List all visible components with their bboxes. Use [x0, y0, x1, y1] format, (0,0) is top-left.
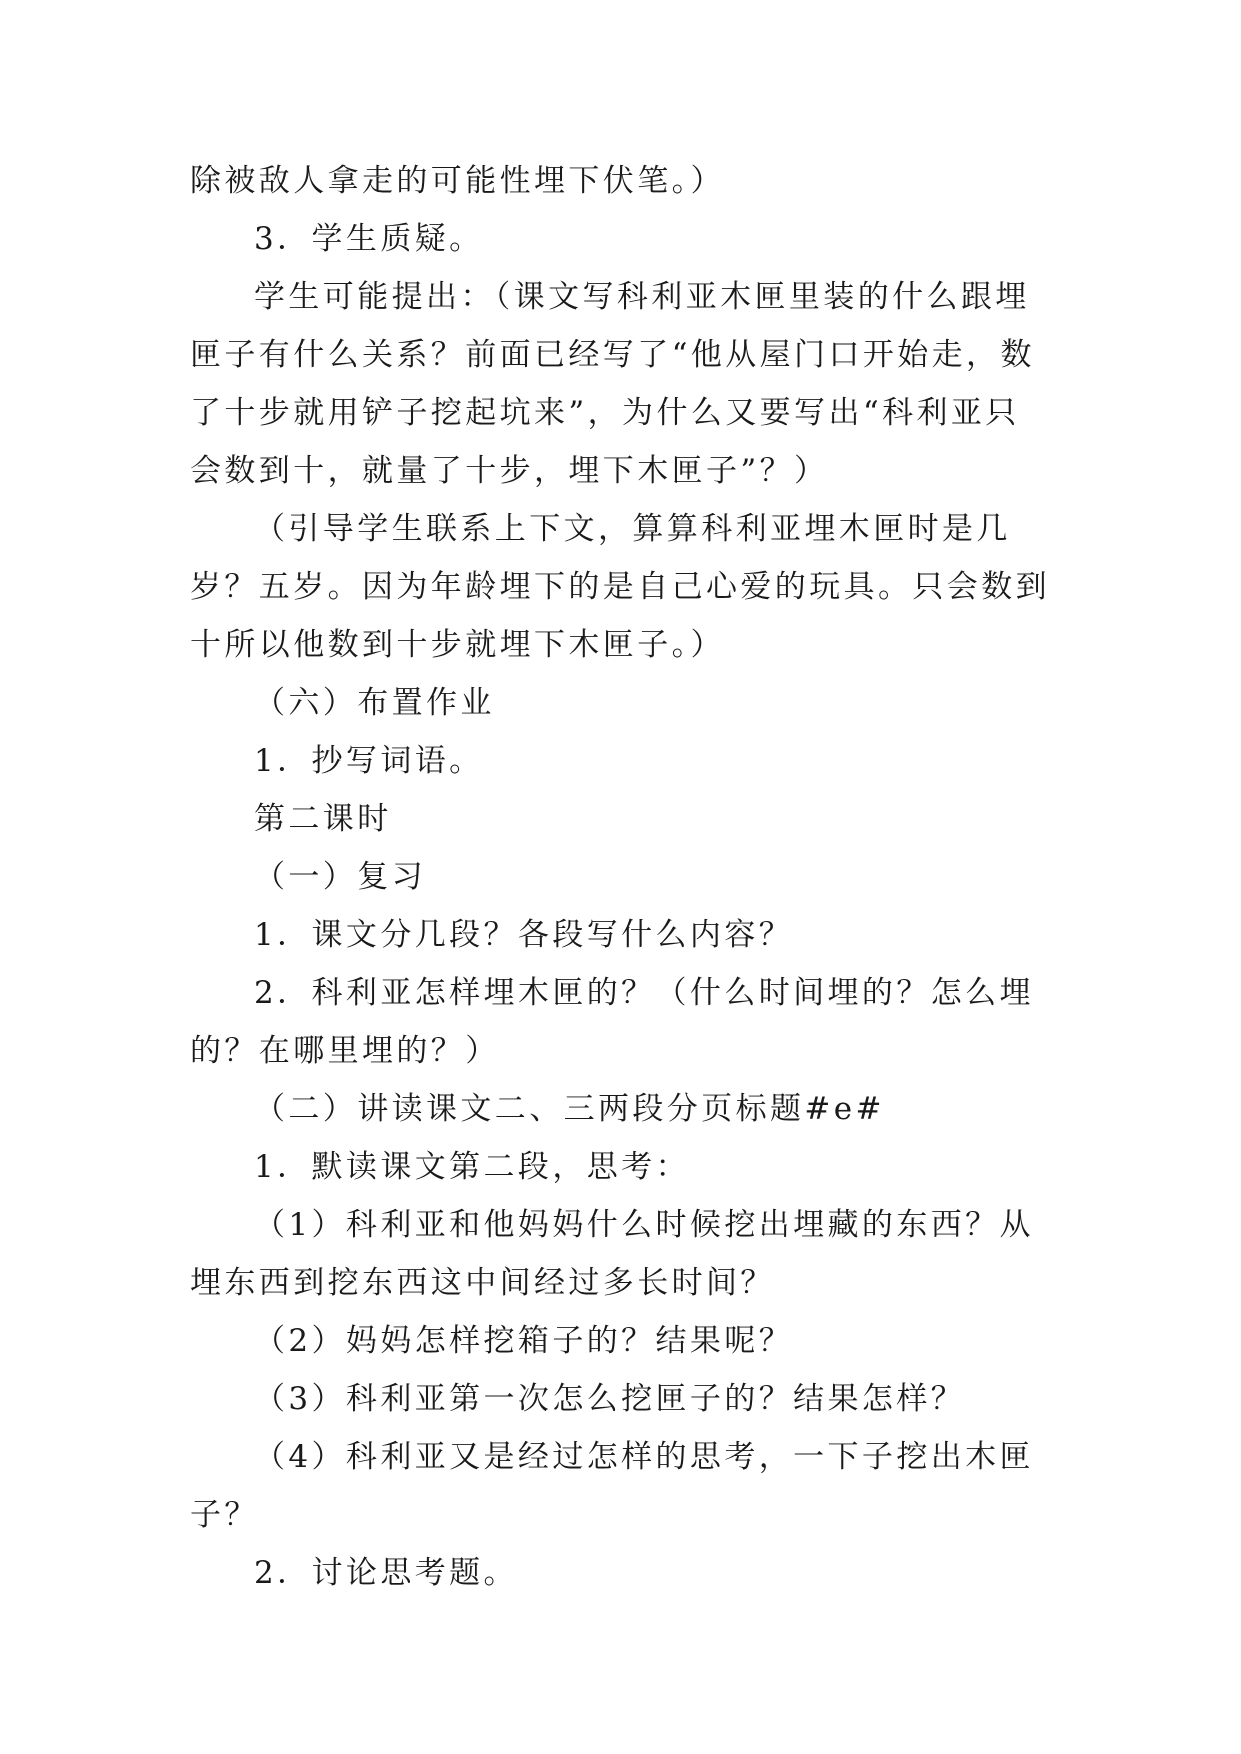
list-item-discussion: 2．讨论思考题。	[254, 1555, 518, 1591]
heading-review: （一）复习	[254, 859, 426, 895]
paragraph-continuation: 除被敌人拿走的可能性埋下伏笔。）	[190, 163, 725, 199]
list-item-review-1: 1．课文分几段？各段写什么内容？	[254, 917, 794, 953]
document-body	[190, 152, 1050, 1602]
list-item-copy-words: 1．抄写词语。	[254, 743, 484, 779]
heading-homework: （六）布置作业	[254, 685, 495, 721]
paragraph-student-questions: 3．学生质疑。	[254, 221, 484, 257]
paragraph-possible-questions: 学生可能提出：（课文写科利亚木匣里装的什么跟埋匣子有什么关系？前面已经写了“他从屋门口开始走，数了十步就用铲子挖起坑来”，为什么又要写出“科利亚只会数到十，就量了十步，埋下木匣子”？）	[190, 279, 1035, 489]
heading-second-lesson: 第二课时	[254, 801, 392, 837]
paragraph-guidance: （引导学生联系上下文，算算科利亚埋木匣时是几岁？五岁。因为年龄埋下的是自己心爱的玩具。只会数到十所以他数到十步就埋下木匣子。）	[190, 511, 1050, 663]
list-item-silent-reading: 1．默读课文第二段，思考：	[254, 1149, 690, 1185]
question-item-4: （4）科利亚又是经过怎样的思考，一下子挖出木匣子？	[190, 1439, 1034, 1533]
question-item-3: （3）科利亚第一次怎么挖匣子的？结果怎样？	[254, 1381, 966, 1417]
question-item-2: （2）妈妈怎样挖箱子的？结果呢？	[254, 1323, 794, 1359]
heading-reading-sections: （二）讲读课文二、三两段分页标题#e#	[254, 1091, 885, 1127]
question-item-1: （1）科利亚和他妈妈什么时候挖出埋藏的东西？从埋东西到挖东西这中间经过多长时间？	[190, 1207, 1034, 1301]
list-item-review-2: 2．科利亚怎样埋木匣的？（什么时间埋的？怎么埋的？在哪里埋的？）	[190, 975, 1034, 1069]
